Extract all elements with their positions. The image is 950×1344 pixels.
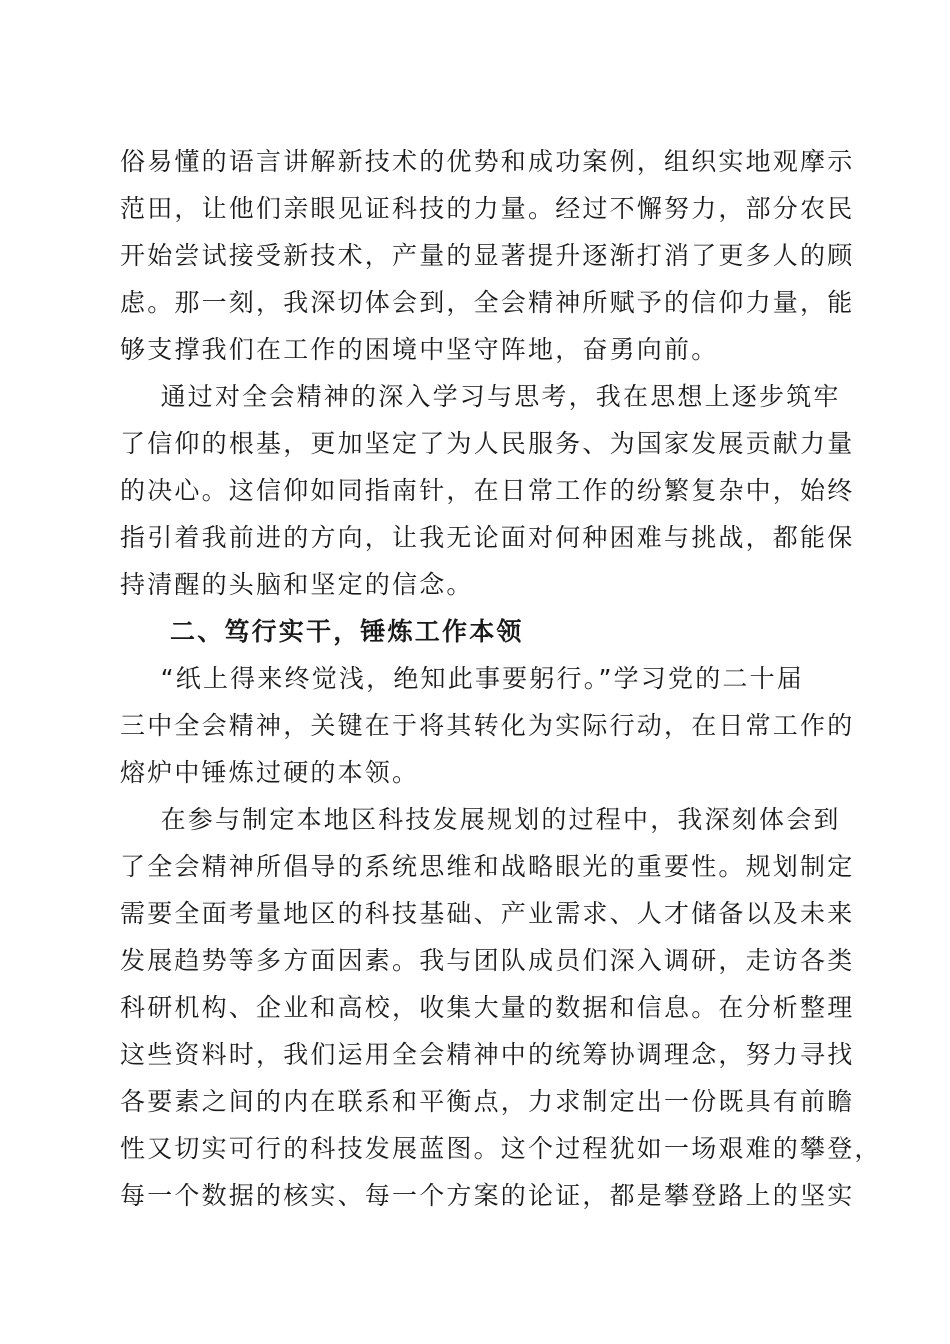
- text-line: 性又切实可行的科技发展蓝图。这个过程犹如一场艰难的攀登，: [120, 1134, 882, 1163]
- text-line: 的决心。这信仰如同指南针，在日常工作的纷繁复杂中，始终: [120, 476, 855, 505]
- paragraph-quote: [120, 655, 855, 796]
- text-line: 指引着我前进的方向，让我无论面对何种困难与挑战，都能保: [120, 523, 855, 552]
- text-line: 每一个数据的核实、每一个方案的论证，都是攀登路上的坚实: [120, 1181, 855, 1210]
- section-heading: 二、笃行实干，锤炼工作本领: [170, 617, 524, 646]
- text-line: 俗易懂的语言讲解新技术的优势和成功案例，组织实地观摩示: [120, 147, 855, 176]
- text-line: 需要全面考量地区的科技基础、产业需求、人才储备以及未来: [120, 899, 855, 928]
- document-body: [120, 138, 882, 1219]
- text-line: 通过对全会精神的深入学习与思考，我在思想上逐步筑牢: [120, 382, 841, 411]
- text-line: “纸上得来终觉浅，绝知此事要躬行。”学习党的二十届: [120, 664, 804, 693]
- text-line: 各要素之间的内在联系和平衡点，力求制定出一份既具有前瞻: [120, 1087, 855, 1116]
- text-line: 虑。那一刻，我深切体会到，全会精神所赋予的信仰力量，能: [120, 288, 855, 317]
- text-line: 了全会精神所倡导的系统思维和战略眼光的重要性。规划制定: [120, 852, 855, 881]
- paragraph-planning: [120, 796, 882, 1219]
- text-line: 范田，让他们亲眼见证科技的力量。经过不懈努力，部分农民: [120, 194, 855, 223]
- text-line: 持清醒的头脑和坚定的信念。: [120, 570, 474, 599]
- text-line: 熔炉中锤炼过硬的本领。: [120, 758, 420, 787]
- text-line: 开始尝试接受新技术，产量的显著提升逐渐打消了更多人的顾: [120, 241, 855, 270]
- text-line: 了信仰的根基，更加坚定了为人民服务、为国家发展贡献力量: [120, 429, 855, 458]
- text-line: 三中全会精神，关键在于将其转化为实际行动，在日常工作的: [120, 711, 855, 740]
- text-line: 在参与制定本地区科技发展规划的过程中，我深刻体会到: [120, 805, 841, 834]
- text-line: 发展趋势等多方面因素。我与团队成员们深入调研，走访各类: [120, 946, 855, 975]
- text-line: 够支撑我们在工作的困境中坚守阵地，奋勇向前。: [120, 335, 719, 364]
- text-line: 这些资料时，我们运用全会精神中的统筹协调理念，努力寻找: [120, 1040, 855, 1069]
- paragraph-belief: [120, 373, 855, 608]
- text-line: 科研机构、企业和高校，收集大量的数据和信息。在分析整理: [120, 993, 855, 1022]
- paragraph-continuation: [120, 138, 855, 373]
